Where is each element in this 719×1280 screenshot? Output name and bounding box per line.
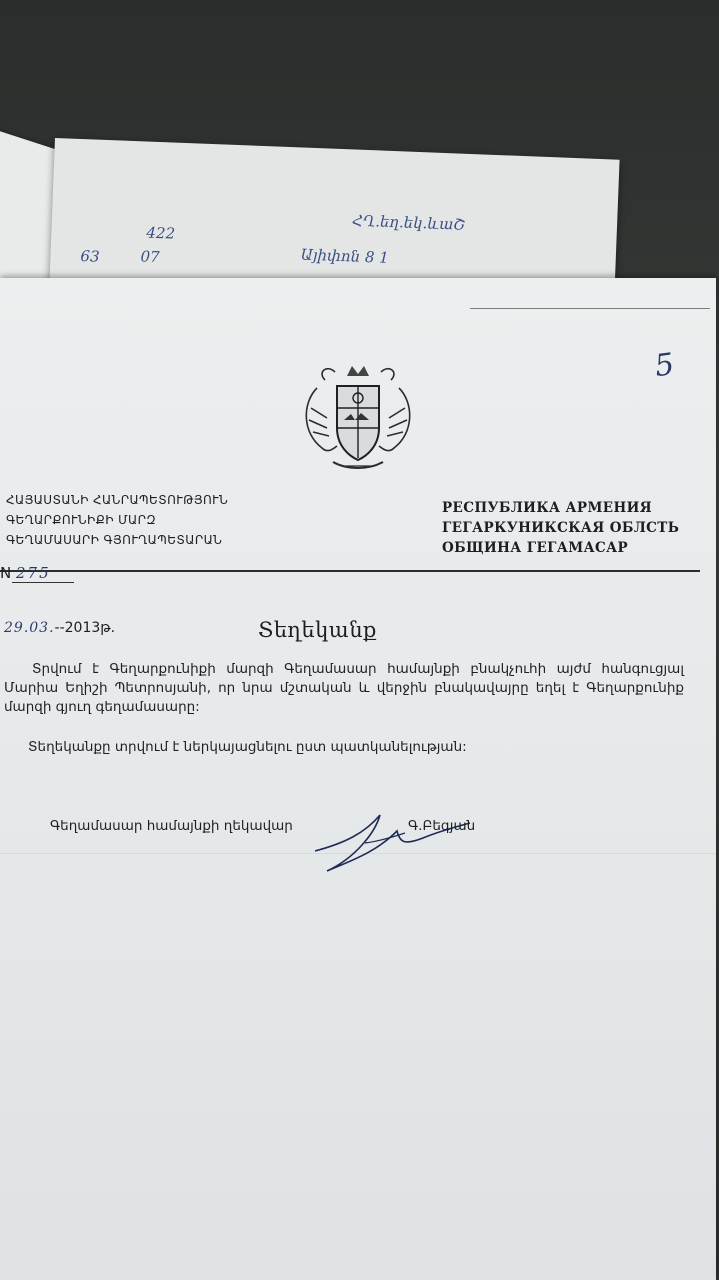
- header-line: ՀԱՅԱՍՏԱՆԻ ՀԱՆՐԱՊԵՏՈՒԹՅՈՒՆ: [6, 493, 229, 507]
- header-divider: [0, 570, 700, 572]
- date-handwritten: 29.03.: [4, 620, 55, 636]
- header-line: ԳԵՂԱՄԱՍԱՐԻ ԳՅՈՒՂԱՊԵՏԱՐԱՆ: [6, 533, 223, 547]
- document-body: [4, 660, 684, 757]
- handwritten-signature: [305, 803, 485, 878]
- body-paragraph: Տեղեկանքը տրվում է ներկայացնելու ըստ պատկանելության:: [28, 739, 467, 755]
- paper-fold-line: [0, 853, 716, 854]
- header-line: ОБЩИНА ГЕГАМАСАР: [442, 540, 629, 556]
- issuer-header-armenian: [6, 490, 228, 550]
- handwritten-number: 07: [140, 247, 160, 267]
- number-prefix: N: [0, 564, 12, 582]
- document-date: [4, 620, 115, 636]
- top-rule: [470, 308, 710, 309]
- document-title: Տեղեկանք: [258, 618, 377, 642]
- certificate-document: [0, 278, 716, 1280]
- body-paragraph: Տրվում է Գեղարքունիքի մարզի Գեղամասար համայնքի բնակչուհի այժմ հանգուցյալ Մարիա Եղիշի Պետրոսյանի, որ նրա մշտական և վերջին բնակավայրը եղել է Գեղարքունիք մարզի գյուղ գեղամասարը:: [4, 661, 684, 715]
- handwritten-number: 422: [146, 223, 176, 243]
- number-underline: [12, 582, 74, 583]
- page-number-mark: 5: [652, 346, 677, 385]
- signatory-title: Գեղամասար համայնքի ղեկավար: [50, 818, 293, 834]
- signatory-name: Գ.Բեգյան: [408, 818, 476, 834]
- header-line: ГЕГАРКУНИКСКАЯ ОБЛСТЬ: [442, 520, 680, 536]
- header-line: ԳԵՂԱՐՔՈՒՆԻՔԻ ՄԱՐԶ: [6, 513, 157, 527]
- date-printed: --2013թ.: [54, 620, 116, 636]
- issuer-header-russian: [442, 498, 679, 558]
- document-number: [0, 564, 51, 582]
- number-value: 275: [16, 564, 51, 582]
- armenian-coat-of-arms-icon: [297, 358, 419, 476]
- handwritten-note: ՀՂ.եղ.եկ.ևաՇ: [351, 211, 466, 234]
- handwritten-note: Այիփոն 8 1: [300, 245, 390, 267]
- handwritten-number: 63: [80, 247, 100, 266]
- header-line: РЕСПУБЛИКА АРМЕНИЯ: [442, 500, 653, 516]
